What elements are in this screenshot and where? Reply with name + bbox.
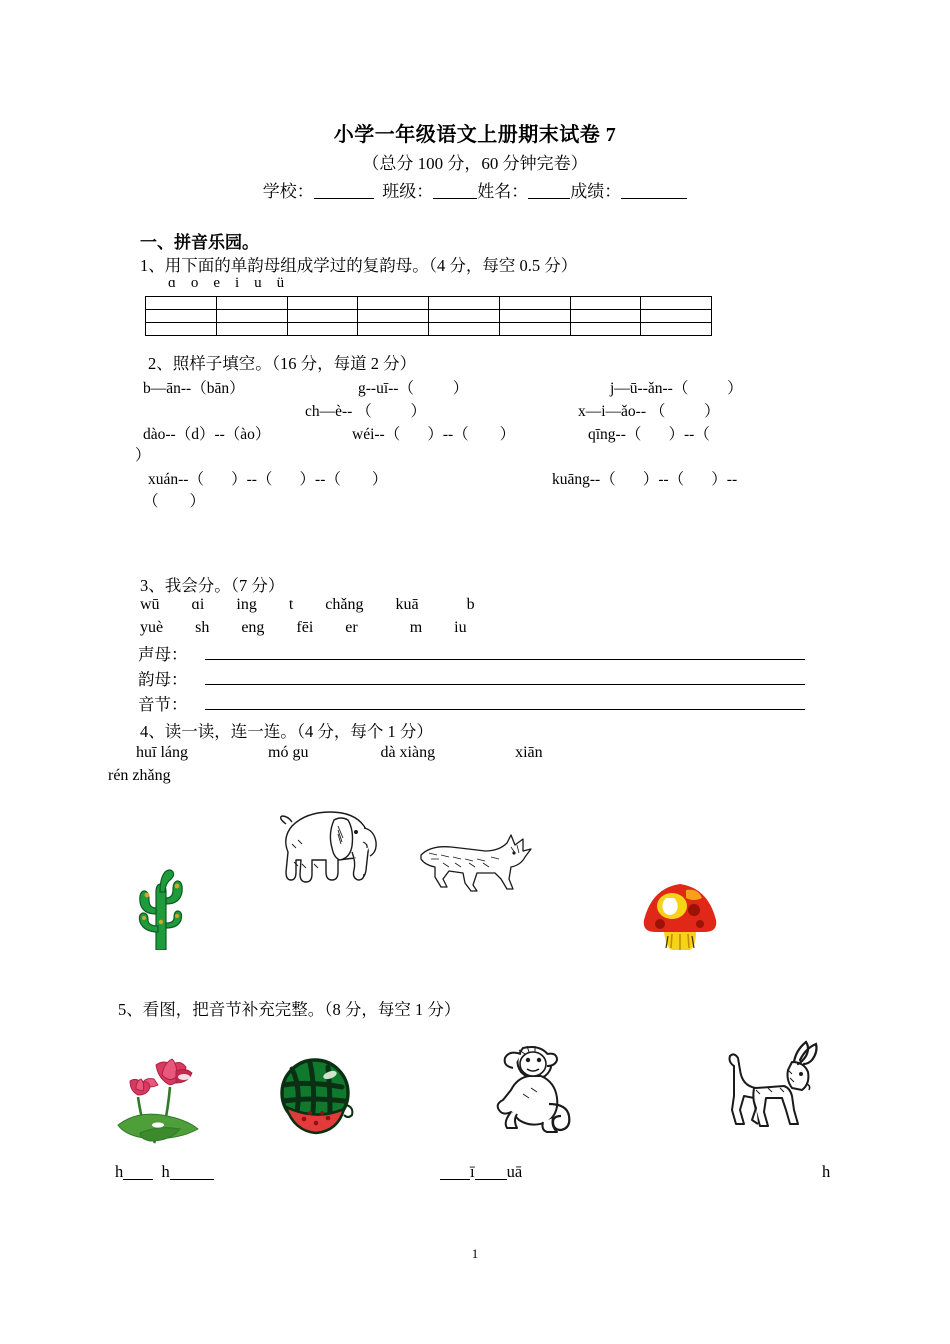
table-cell[interactable]: [216, 310, 287, 323]
table-cell[interactable]: [287, 323, 358, 336]
name-blank[interactable]: [528, 198, 570, 199]
question-4-text: 4、读一读，连一连。（4 分，每个 1 分）: [140, 722, 433, 741]
q5-blank-lotus-initial-b: h: [161, 1162, 170, 1181]
q5-blank-monkey-line-1[interactable]: [440, 1179, 470, 1180]
q2-item-12[interactable]: （ ）: [143, 493, 206, 510]
table-cell[interactable]: [570, 310, 641, 323]
q3-label-yunmu: 韵母：: [138, 670, 188, 689]
table-cell[interactable]: [146, 297, 217, 310]
monkey-image: [485, 1038, 577, 1134]
table-cell[interactable]: [641, 323, 712, 336]
q5-blank-monkey-final-a: ī: [470, 1162, 475, 1181]
q5-blank-goat-initial: h: [822, 1162, 831, 1181]
class-label: 班级：: [382, 182, 434, 201]
student-info-line: [0, 177, 950, 202]
table-cell[interactable]: [287, 297, 358, 310]
table-cell[interactable]: [570, 323, 641, 336]
q3-label-yinjie: 音节：: [138, 695, 188, 714]
vowel-list: ɑ o e i u ü: [168, 275, 285, 291]
score-blank[interactable]: [621, 198, 687, 199]
q5-blank-monkey-line-2[interactable]: [475, 1179, 507, 1180]
q2-item-3[interactable]: j—ū--ǎn--（ ）: [610, 380, 743, 397]
name-label: 姓名：: [477, 182, 529, 201]
table-cell[interactable]: [641, 310, 712, 323]
school-label: 学校：: [262, 182, 314, 201]
exam-subtitle: （总分 100 分，60 分钟完卷）: [362, 154, 588, 173]
table-cell[interactable]: [146, 310, 217, 323]
table-cell[interactable]: [216, 323, 287, 336]
question-1-text: 1、用下面的单韵母组成学过的复韵母。（4 分，每空 0.5 分）: [140, 256, 578, 275]
page-title: 小学一年级语文上册期末试卷 7: [333, 124, 617, 146]
q3-answer-line-yunmu[interactable]: [205, 684, 805, 685]
q5-blank-monkey-final-b: uā: [506, 1162, 523, 1181]
question-5-text: 5、看图，把音节补充完整。（8 分，每空 1 分）: [118, 1000, 461, 1019]
q2-item-5[interactable]: x—i—ǎo-- （ ）: [578, 403, 720, 420]
page-number: 1: [471, 1246, 479, 1261]
q5-blank-monkey[interactable]: [440, 1162, 522, 1182]
q3-answer-line-shengmu[interactable]: [205, 659, 805, 660]
table-row[interactable]: [146, 323, 712, 336]
q2-item-6: dào--（d）--（ào）: [143, 426, 271, 443]
q2-item-11[interactable]: kuāng--（ ）--（ ）--: [552, 471, 738, 488]
table-cell[interactable]: [287, 310, 358, 323]
q2-item-4[interactable]: ch—è-- （ ）: [305, 403, 426, 420]
q3-syllable-row-1: wū ɑi ing t chǎng kuā b: [140, 596, 475, 613]
table-cell[interactable]: [499, 310, 570, 323]
lotus-image: [110, 1053, 206, 1145]
q5-blank-lotus-initial-a: h: [115, 1162, 124, 1181]
table-cell[interactable]: [429, 323, 500, 336]
q2-item-1: b—ān--（bān）: [143, 380, 245, 397]
table-row[interactable]: [146, 310, 712, 323]
q2-item-2[interactable]: g--uī--（ ）: [358, 380, 469, 397]
q2-item-9[interactable]: ）: [135, 447, 151, 464]
q4-words-line-2: rén zhǎng: [108, 767, 171, 784]
table-cell[interactable]: [641, 297, 712, 310]
school-blank[interactable]: [314, 198, 374, 199]
q2-item-10[interactable]: xuán--（ ）--（ ）--（ ）: [148, 471, 388, 488]
table-cell[interactable]: [216, 297, 287, 310]
q2-item-8[interactable]: qīng--（ ）--（: [588, 426, 710, 443]
table-cell[interactable]: [499, 323, 570, 336]
question-2-text: 2、照样子填空。（16 分，每道 2 分）: [148, 354, 417, 373]
q5-blank-lotus-a-line[interactable]: [123, 1179, 153, 1180]
table-cell[interactable]: [429, 297, 500, 310]
cactus-image: [120, 862, 198, 950]
q5-blank-lotus-b-line[interactable]: [170, 1179, 214, 1180]
q3-label-shengmu: 声母：: [138, 645, 188, 664]
q3-answer-line-yinjie[interactable]: [205, 709, 805, 710]
table-row[interactable]: [146, 297, 712, 310]
q5-blank-lotus[interactable]: [115, 1162, 214, 1182]
watermelon-image: [272, 1055, 358, 1141]
table-cell[interactable]: [358, 310, 429, 323]
q5-blank-goat[interactable]: [822, 1162, 830, 1182]
class-blank[interactable]: [433, 198, 477, 199]
table-cell[interactable]: [570, 297, 641, 310]
table-cell[interactable]: [499, 297, 570, 310]
section-1-heading: 一、拼音乐园。: [140, 233, 259, 252]
goat-image: [722, 1040, 822, 1132]
q4-words-line-1: huī láng mó gu dà xiàng xiān: [136, 744, 543, 761]
elephant-image: [268, 808, 386, 888]
table-cell[interactable]: [358, 297, 429, 310]
q3-syllable-row-2: yuè sh eng fēi er m iu: [140, 619, 467, 636]
wolf-image: [415, 833, 537, 899]
q2-item-7[interactable]: wéi--（ ）--（ ）: [352, 426, 516, 443]
table-cell[interactable]: [358, 323, 429, 336]
table-cell[interactable]: [146, 323, 217, 336]
compound-vowel-table[interactable]: [145, 296, 712, 336]
score-label: 成绩：: [570, 182, 622, 201]
question-3-text: 3、我会分。（7 分）: [140, 576, 285, 595]
mushroom-image: [638, 880, 722, 954]
table-cell[interactable]: [429, 310, 500, 323]
